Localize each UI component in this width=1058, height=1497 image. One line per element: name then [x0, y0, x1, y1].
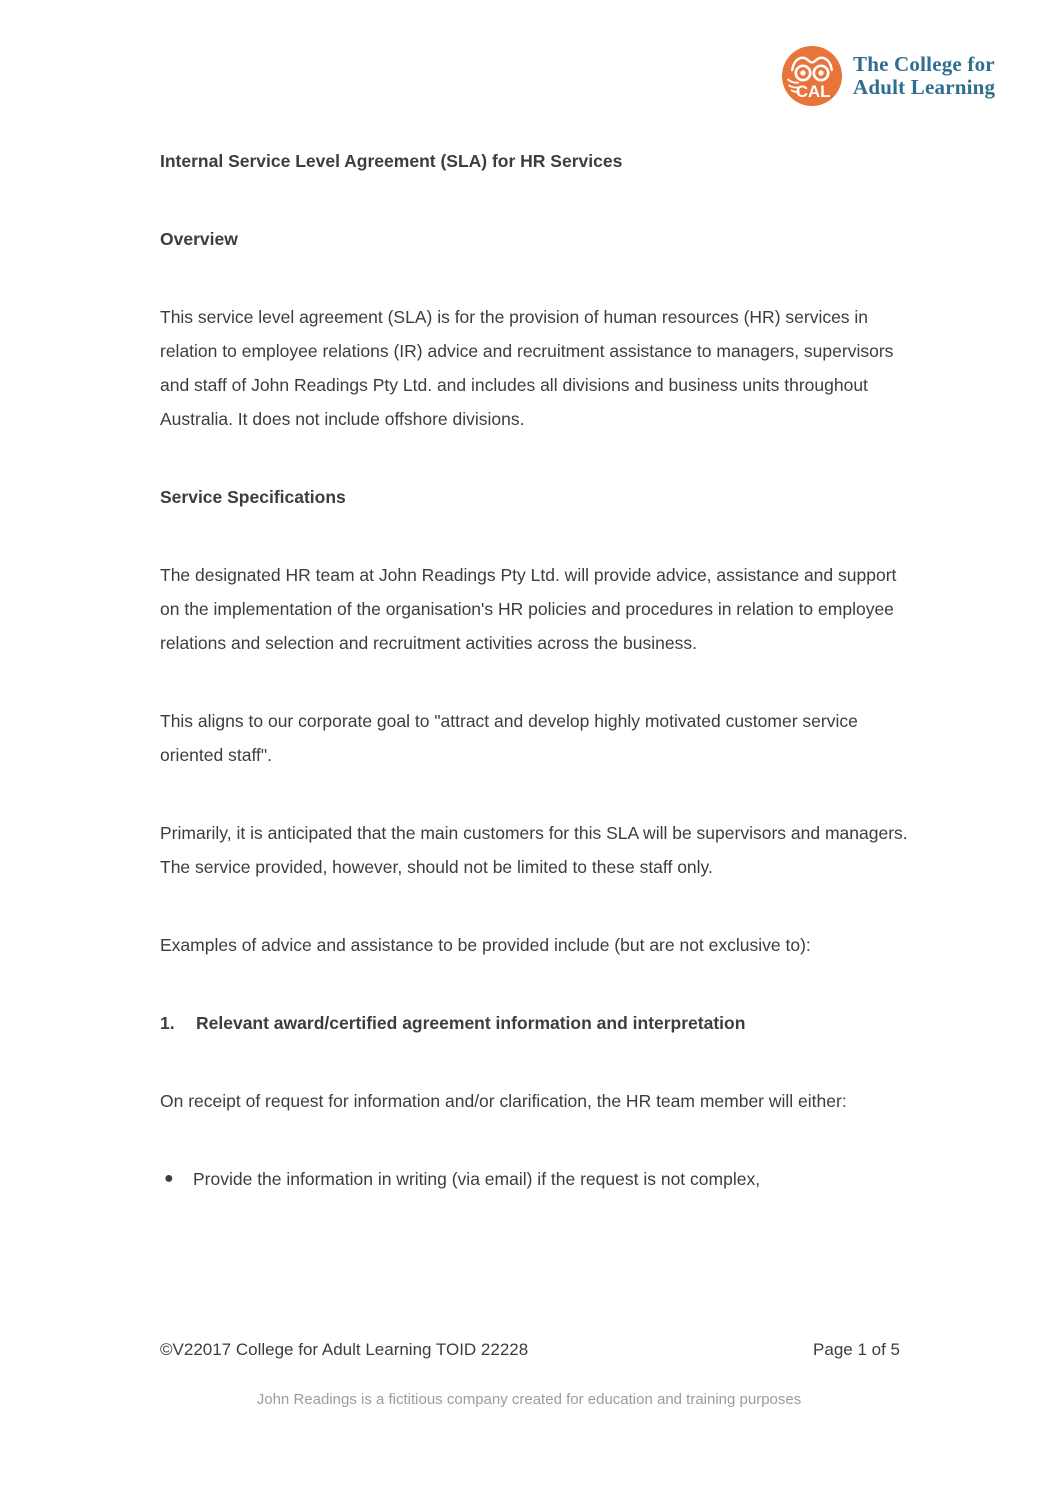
service-specifications-paragraph: The designated HR team at John Readings Pty Ltd. will provide advice, assistance and support on the implementation of the organisation's HR policies and procedures in relation to employee relations and selection and recruitment activities across the business. — [160, 565, 897, 653]
brand-name-line1: The College for — [853, 52, 995, 76]
overview-paragraph: This service level agreement (SLA) is for the provision of human resources (HR) services in relation to employee relations (IR) advice and recruitment assistance to managers, supervisors and staff of John Readings Pty Ltd. and includes all divisions and business units throughout Australia. It does not include offshore divisions. — [160, 307, 894, 429]
examples-intro-paragraph: Examples of advice and assistance to be provided include (but are not exclusive to): — [160, 935, 811, 955]
document-content — [160, 144, 908, 1240]
brand-logo — [782, 46, 995, 106]
overview-heading: Overview — [160, 229, 238, 249]
bullet-item-1-text: Provide the information in writing (via email) if the request is not complex, — [193, 1169, 761, 1189]
brand-name — [853, 53, 995, 99]
numbered-item-1-text: Relevant award/certified agreement information and interpretation — [196, 1013, 746, 1033]
service-specifications-heading: Service Specifications — [160, 487, 346, 507]
customers-paragraph: Primarily, it is anticipated that the main customers for this SLA will be supervisors and managers. The service provided, however, should not be limited to these staff only. — [160, 823, 908, 877]
bullet-marker-icon: ● — [164, 1170, 174, 1187]
numbered-item-1 — [160, 1006, 908, 1040]
logo-initials: CAL — [795, 82, 831, 101]
brand-name-line2: Adult Learning — [853, 75, 996, 99]
bullet-item-1 — [160, 1162, 908, 1196]
footer-disclaimer: John Readings is a fictitious company created for education and training purposes — [256, 1391, 802, 1408]
footer-page-number: Page 1 of 5 — [813, 1340, 900, 1359]
footer-row — [160, 1340, 900, 1360]
corporate-goal-paragraph: This aligns to our corporate goal to "attract and develop highly motivated customer service oriented staff". — [160, 711, 858, 765]
cal-owl-icon — [782, 46, 842, 106]
document-title: Internal Service Level Agreement (SLA) for HR Services — [160, 151, 623, 171]
footer-copyright: ©V22017 College for Adult Learning TOID 22228 — [160, 1340, 529, 1359]
receipt-paragraph: On receipt of request for information and/or clarification, the HR team member will either: — [160, 1091, 847, 1111]
numbered-item-1-marker: 1. — [160, 1013, 175, 1033]
